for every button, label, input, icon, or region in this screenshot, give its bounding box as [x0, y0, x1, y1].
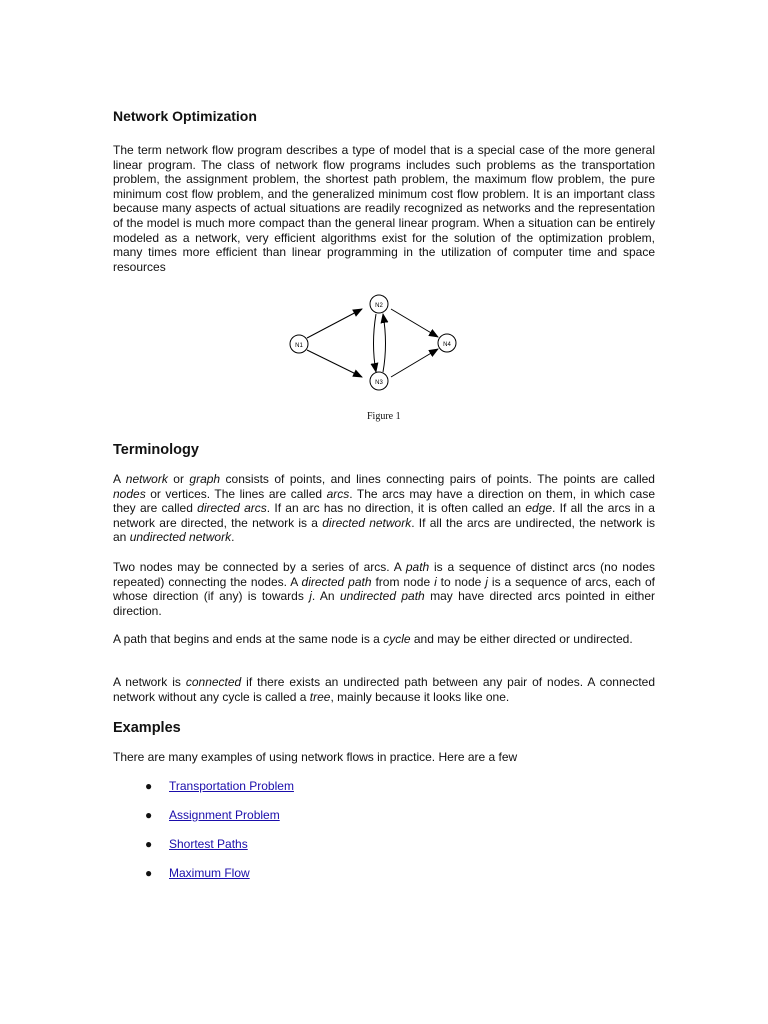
link-assignment-problem[interactable]: Assignment Problem: [169, 808, 280, 822]
node-n3: [370, 372, 388, 390]
term-edge: edge: [525, 501, 553, 516]
bullet-icon: ●: [145, 808, 153, 822]
term-path: path: [405, 560, 430, 574]
link-transportation-problem[interactable]: Transportation Problem: [169, 779, 294, 793]
list-item: [141, 772, 294, 801]
figure-caption: Figure 1: [367, 411, 401, 422]
examples-intro: There are many examples of using network flows in practice. Here are a few: [113, 750, 518, 764]
term-tree: tree: [309, 689, 331, 704]
terminology-paragraph-3: A path that begins and ends at the same node is a cycle and may be either directed or undirected.: [113, 632, 633, 646]
bullet-icon: ●: [145, 779, 153, 793]
list-item: [141, 801, 294, 830]
terminology-paragraph-2: Two nodes may be connected by a series of arcs. A path is a sequence of distinct arcs (no nodes repeated) connecting the nodes. A directed path from node i to node j is a sequence of arcs, each of whose direction (if any) is towards j. An undirected path may have directed arcs pointed in either direction.: [113, 560, 655, 618]
node-n2: [370, 295, 388, 313]
term-arcs: arcs: [326, 486, 350, 501]
svg-text:N1: N1: [295, 343, 303, 349]
term-graph: graph: [189, 472, 221, 486]
svg-text:N3: N3: [375, 380, 383, 386]
link-maximum-flow[interactable]: Maximum Flow: [169, 866, 250, 880]
term-network: network: [125, 472, 168, 486]
term-nodes: nodes: [113, 486, 146, 501]
svg-text:N2: N2: [375, 303, 383, 309]
bullet-icon: ●: [145, 837, 153, 851]
svg-text:N4: N4: [443, 342, 451, 348]
terminology-paragraph-1: A network or graph consists of points, and lines connecting pairs of points. The points are called nodes or vertices. The lines are called arcs. The arcs may have a direction on them, in which case they are called directed arcs. If an arc has no direction, it is often called an edge. If all the arcs in a network are directed, the network is a directed network. If all the arcs are undirected, the network is an undirected network.: [113, 472, 655, 545]
arc-n1-n3: [307, 350, 362, 377]
bullet-icon: ●: [145, 866, 153, 880]
link-shortest-paths[interactable]: Shortest Paths: [169, 837, 248, 851]
term-undirected-path: undirected path: [339, 589, 425, 604]
intro-paragraph: The term network flow program describes a type of model that is a special case of the more general linear program. The class of network flow programs includes such problems as the transportation problem, the assignment problem, the shortest path problem, the maximum flow problem, the pure minimum cost flow problem, and the generalized minimum cost flow problem. It is an important class because many aspects of actual situations are readily recognized as networks and the representation of the model is much more compact than the general linear program. When a situation can be entirely modeled as a network, very efficient algorithms exist for the solution of the optimization problem, many times more efficient than linear programming in the utilization of computer time and space resources: [113, 143, 655, 274]
term-undirected-network: undirected network: [129, 530, 232, 545]
term-directed-path: directed path: [301, 574, 372, 589]
node-n4: [438, 334, 456, 352]
list-item: [141, 859, 294, 888]
section-title-examples: Examples: [113, 720, 181, 736]
terminology-paragraph-4: A network is connected if there exists an undirected path between any pair of nodes. A connected network without any cycle is called a tree, mainly because it looks like one.: [113, 675, 655, 704]
arc-n1-n2: [307, 309, 362, 338]
arc-n2-n3: [374, 314, 377, 372]
section-title-network-optimization: Network Optimization: [113, 108, 257, 124]
arc-n3-n4: [391, 349, 438, 377]
term-connected: connected: [185, 675, 242, 689]
arc-n3-n2: [383, 314, 386, 372]
arc-n2-n4: [391, 309, 438, 337]
network-diagram: [283, 292, 483, 404]
examples-link-list: [141, 772, 294, 888]
node-n1: [290, 335, 308, 353]
term-directed-arcs: directed arcs: [197, 501, 267, 516]
term-directed-network: directed network: [322, 515, 412, 530]
term-cycle: cycle: [383, 632, 411, 646]
list-item: [141, 830, 294, 859]
section-title-terminology: Terminology: [113, 442, 199, 458]
